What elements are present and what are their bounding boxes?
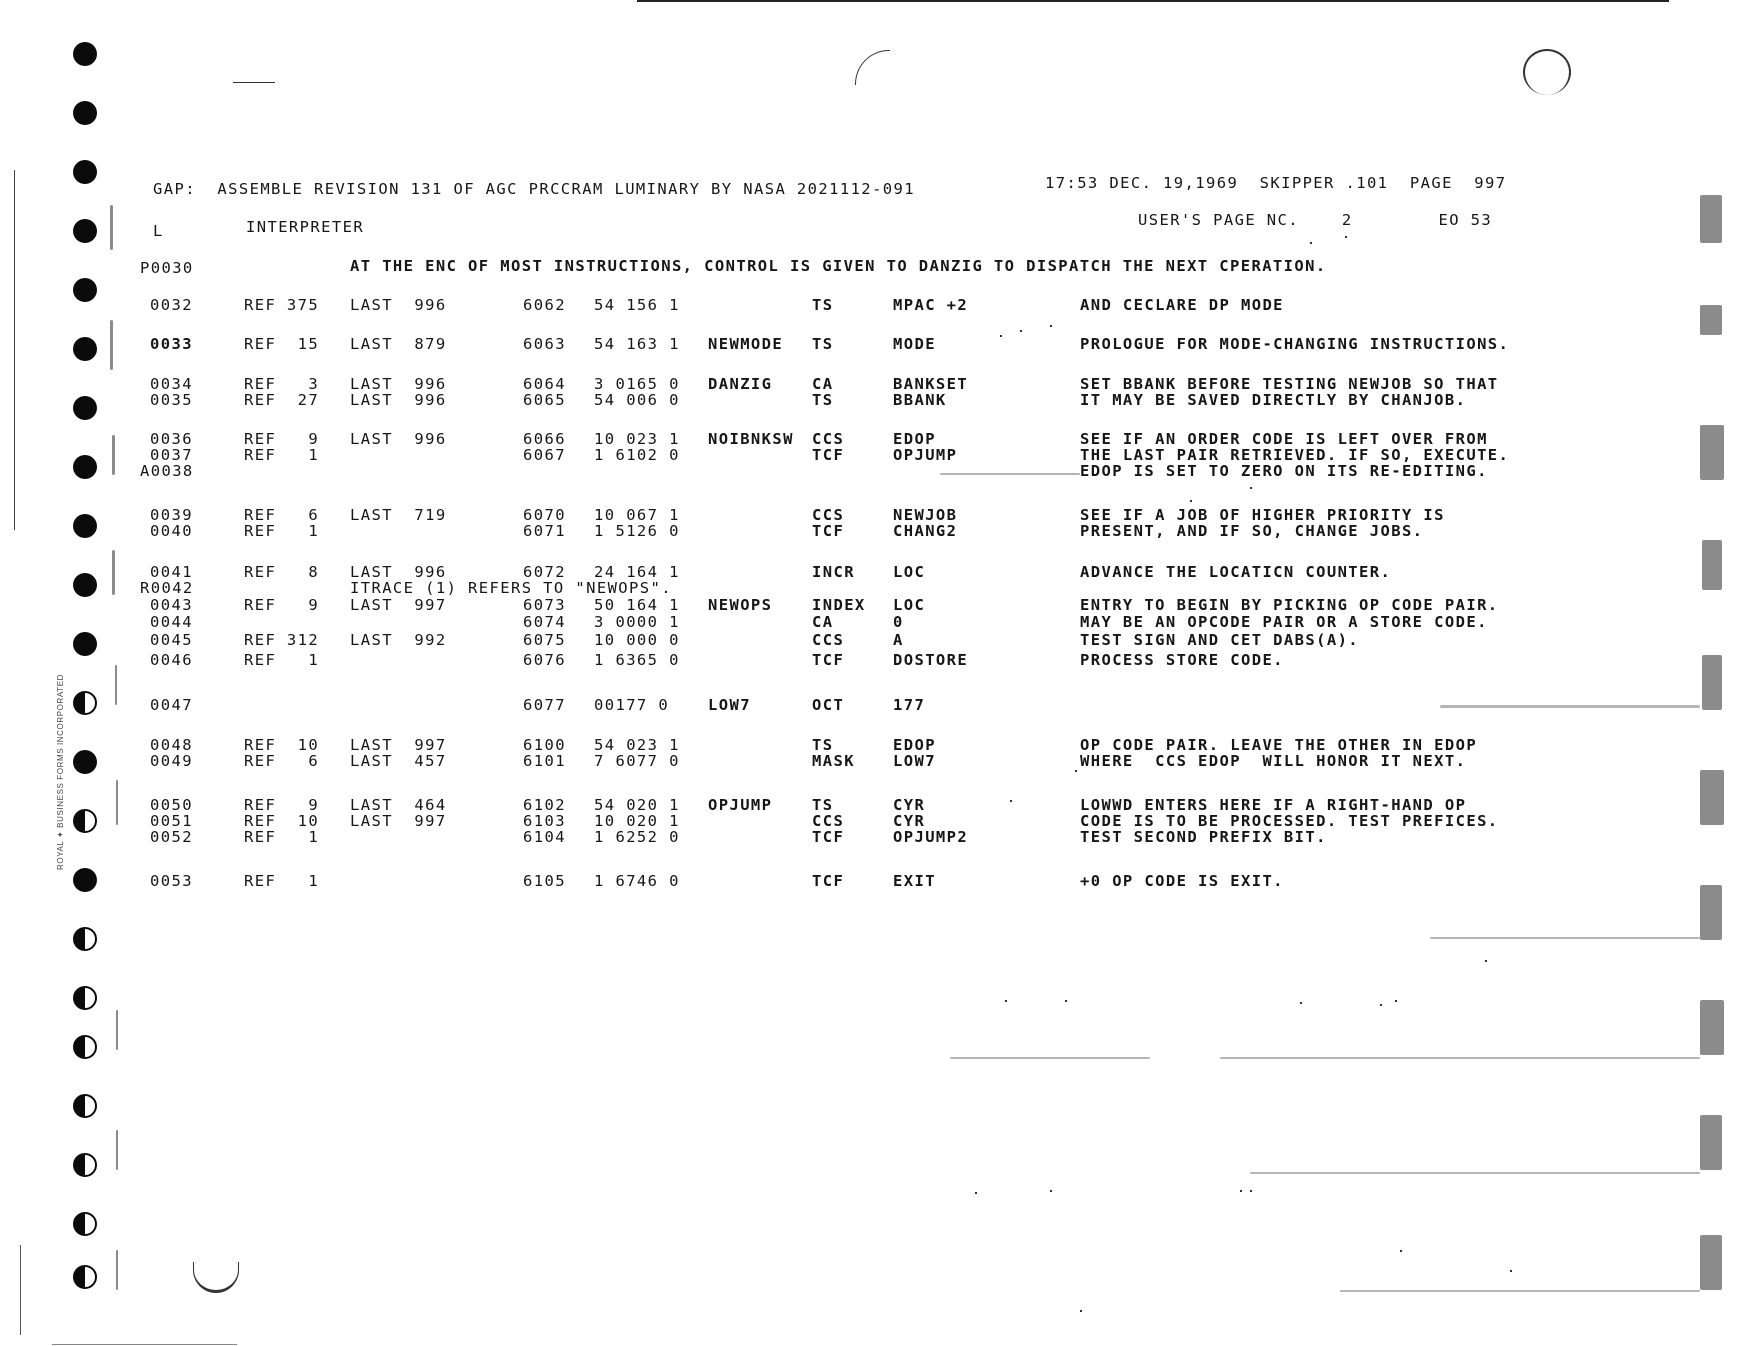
listing-operand: EXIT [893,872,936,890]
feed-hole [73,691,97,715]
listing-op: CCS [812,631,845,649]
margin-bracket-mark [116,1010,118,1050]
feed-hole [73,337,97,361]
listing-code: 1 6252 0 [594,828,680,846]
listing-seq: 0047 [150,696,193,714]
listing-addr: 6102 [523,796,566,814]
feed-hole [73,1212,97,1236]
user-page-number: USER'S PAGE NC. 2 EO 53 [1138,211,1493,229]
listing-code: 3 0000 1 [594,613,680,631]
listing-last: LAST 464 [350,796,447,814]
listing-op: TCF [812,872,845,890]
form-circle-mark [1523,49,1571,95]
scan-speck [1080,1310,1082,1312]
listing-seq: 0048 [150,736,193,754]
listing-seq: 0052 [150,828,193,846]
listing-operand: 0 [893,613,904,631]
listing-addr: 6067 [523,446,566,464]
scan-smudge [1700,1000,1724,1055]
listing-last: ITRACE (1) REFERS TO "NEWOPS". [350,579,672,597]
feed-hole [73,868,97,892]
listing-operand: OPJUMP2 [893,828,969,846]
margin-bracket-mark [116,1130,118,1170]
listing-seq: 0050 [150,796,193,814]
listing-addr: 6077 [523,696,566,714]
scan-speck [1240,1190,1242,1192]
margin-bracket-mark [116,1250,118,1290]
scan-smudge [1700,305,1722,335]
listing-code: 10 067 1 [594,506,680,524]
listing-comment: AT THE ENC OF MOST INSTRUCTIONS, CONTROL IS GIVEN TO DANZIG TO DISPATCH THE NEXT CPERATION. [350,257,1327,275]
listing-code: 50 164 1 [594,596,680,614]
feed-hole [73,455,97,479]
listing-seq: 0051 [150,812,193,830]
listing-comment: ADVANCE THE LOCATICN COUNTER. [1080,563,1392,581]
listing-op: TCF [812,828,845,846]
scan-streak [940,473,1080,475]
listing-last: LAST 996 [350,430,447,448]
listing-code: 3 0165 0 [594,375,680,393]
feed-hole [73,927,97,951]
listing-op: TCF [812,651,845,669]
feed-hole [73,1153,97,1177]
listing-ref: REF 10 [244,736,320,754]
listing-last: LAST 879 [350,335,447,353]
header-date-page: 17:53 DEC. 19,1969 SKIPPER .101 PAGE 997 [1045,174,1507,192]
scan-smudge [1700,195,1722,243]
listing-op: TS [812,796,834,814]
margin-bracket-mark [110,205,113,250]
listing-comment: PRESENT, AND IF SO, CHANGE JOBS. [1080,522,1424,540]
listing-ref: REF 15 [244,335,320,353]
scan-speck [1000,335,1002,337]
feed-hole [73,1035,97,1059]
listing-comment: SEE IF A JOB OF HIGHER PRIORITY IS [1080,506,1445,524]
listing-seq: 0043 [150,596,193,614]
listing-label: OPJUMP [708,796,773,814]
listing-label: NOIBNKSW [708,430,794,448]
listing-code: 54 163 1 [594,335,680,353]
listing-last: LAST 996 [350,375,447,393]
scan-speck [1485,960,1487,962]
listing-code: 54 020 1 [594,796,680,814]
listing-op: TS [812,391,834,409]
form-top-rule [637,0,1669,2]
listing-seq: P0030 [140,259,194,277]
listing-addr: 6065 [523,391,566,409]
listing-operand: CYR [893,796,926,814]
listing-addr: 6101 [523,752,566,770]
listing-ref: REF 27 [244,391,320,409]
listing-operand: MPAC +2 [893,296,969,314]
scan-smudge [1700,425,1724,480]
listing-addr: 6105 [523,872,566,890]
listing-label: LOW7 [708,696,751,714]
listing-last: LAST 997 [350,596,447,614]
listing-code: 1 6102 0 [594,446,680,464]
listing-seq: 0041 [150,563,193,581]
feed-hole [73,278,97,302]
listing-comment: CODE IS TO BE PROCESSED. TEST PREFICES. [1080,812,1499,830]
scan-smudge [1700,770,1724,825]
listing-ref: REF 9 [244,596,320,614]
listing-ref: REF 3 [244,375,320,393]
listing-addr: 6064 [523,375,566,393]
scan-speck [1075,770,1077,772]
listing-comment: EDOP IS SET TO ZERO ON ITS RE-EDITING. [1080,462,1488,480]
listing-operand: LOW7 [893,752,936,770]
listing-op: CA [812,375,834,393]
feed-hole [73,809,97,833]
listing-addr: 6100 [523,736,566,754]
listing-operand: BBANK [893,391,947,409]
listing-ref: REF 1 [244,828,320,846]
listing-code: 10 023 1 [594,430,680,448]
listing-ref: REF 8 [244,563,320,581]
listing-op: TCF [812,446,845,464]
listing-seq: 0034 [150,375,193,393]
listing-code: 54 006 0 [594,391,680,409]
listing-operand: MODE [893,335,936,353]
scan-speck [1250,487,1252,489]
listing-seq: 0033 [150,335,193,353]
listing-operand: EDOP [893,430,936,448]
form-left-rule [14,170,15,530]
scan-speck [1400,1250,1402,1252]
listing-last: LAST 996 [350,563,447,581]
listing-operand: CHANG2 [893,522,958,540]
listing-code: 7 6077 0 [594,752,680,770]
listing-seq: 0039 [150,506,193,524]
scan-streak [950,1057,1150,1059]
listing-operand: EDOP [893,736,936,754]
listing-comment: LOWWD ENTERS HERE IF A RIGHT-HAND OP [1080,796,1467,814]
listing-op: TS [812,296,834,314]
scan-speck [1510,1270,1512,1272]
listing-code: 1 6746 0 [594,872,680,890]
header-title-line: GAP: ASSEMBLE REVISION 131 OF AGC PRCCRAM LUMINARY BY NASA 2021112-091 [153,180,915,198]
scan-speck [1190,500,1192,502]
listing-code: 54 023 1 [594,736,680,754]
scan-streak [1250,1172,1700,1174]
listing-seq: 0053 [150,872,193,890]
listing-ref: REF 1 [244,651,320,669]
listing-op: CCS [812,812,845,830]
listing-operand: DOSTORE [893,651,969,669]
listing-comment: WHERE CCS EDOP WILL HONOR IT NEXT. [1080,752,1467,770]
listing-operand: LOC [893,596,926,614]
listing-label: DANZIG [708,375,773,393]
listing-ref: REF 375 [244,296,320,314]
listing-addr: 6104 [523,828,566,846]
listing-last: LAST 997 [350,736,447,754]
listing-comment: THE LAST PAIR RETRIEVED. IF SO, EXECUTE. [1080,446,1510,464]
margin-bracket-mark [112,550,115,595]
listing-label: NEWMODE [708,335,784,353]
listing-operand: BANKSET [893,375,969,393]
feed-hole [73,1265,97,1289]
form-arc-mark [855,50,890,85]
scan-smudge [1702,540,1722,590]
feed-hole [73,986,97,1010]
listing-addr: 6066 [523,430,566,448]
scan-speck [1010,800,1012,802]
feed-hole [73,573,97,597]
feed-hole [73,101,97,125]
listing-comment: SEE IF AN ORDER CODE IS LEFT OVER FROM [1080,430,1488,448]
listing-addr: 6072 [523,563,566,581]
margin-bracket-mark [116,780,118,825]
listing-code: 10 020 1 [594,812,680,830]
scan-streak [1440,705,1700,708]
listing-ref: REF 6 [244,752,320,770]
listing-ref: REF 9 [244,430,320,448]
listing-seq: 0036 [150,430,193,448]
listing-op: TS [812,335,834,353]
listing-seq: 0032 [150,296,193,314]
listing-last: LAST 996 [350,296,447,314]
margin-bracket-mark [110,320,113,370]
listing-ref: REF 10 [244,812,320,830]
listing-op: OCT [812,696,845,714]
listing-comment: ENTRY TO BEGIN BY PICKING OP CODE PAIR. [1080,596,1499,614]
scan-smudge [1700,1235,1722,1290]
scan-smudge [1700,1115,1722,1170]
form-bottom-rule [52,1344,237,1345]
scan-speck [1065,1000,1067,1002]
feed-hole [73,219,97,243]
listing-code: 10 000 0 [594,631,680,649]
listing-operand: 177 [893,696,926,714]
listing-op: TCF [812,522,845,540]
listing-comment: PROLOGUE FOR MODE-CHANGING INSTRUCTIONS. [1080,335,1510,353]
listing-comment: TEST SIGN AND CET DABS(A). [1080,631,1360,649]
listing-op: CA [812,613,834,631]
scan-speck [1345,236,1347,238]
scan-smudge [1702,655,1722,710]
scan-speck [1250,1190,1252,1192]
listing-seq: 0049 [150,752,193,770]
listing-comment: +0 OP CODE IS EXIT. [1080,872,1284,890]
listing-comment: IT MAY BE SAVED DIRECTLY BY CHANJOB. [1080,391,1467,409]
listing-ref: REF 6 [244,506,320,524]
listing-addr: 6075 [523,631,566,649]
listing-operand: LOC [893,563,926,581]
scan-speck [1005,1000,1007,1002]
scan-speck [1310,242,1312,244]
scan-speck [1050,1190,1052,1192]
section-title: INTERPRETER [246,218,365,236]
listing-comment: TEST SECOND PREFIX BIT. [1080,828,1327,846]
listing-op: CCS [812,506,845,524]
listing-last: LAST 997 [350,812,447,830]
scan-speck [1050,325,1052,327]
listing-op: MASK [812,752,855,770]
listing-addr: 6071 [523,522,566,540]
listing-addr: 6070 [523,506,566,524]
listing-op: INCR [812,563,855,581]
feed-hole [73,1094,97,1118]
listing-addr: 6063 [523,335,566,353]
listing-ref: REF 9 [244,796,320,814]
listing-comment: MAY BE AN OPCODE PAIR OR A STORE CODE. [1080,613,1488,631]
listing-ref: REF 1 [244,872,320,890]
form-dash-mark [233,82,275,83]
listing-label: NEWOPS [708,596,773,614]
listing-seq: 0037 [150,446,193,464]
listing-ref: REF 312 [244,631,320,649]
listing-addr: 6062 [523,296,566,314]
listing-last: LAST 457 [350,752,447,770]
listing-op: INDEX [812,596,866,614]
listing-seq: 0044 [150,613,193,631]
scan-speck [975,1192,977,1194]
scan-speck [1020,330,1022,332]
listing-comment: AND CECLARE DP MODE [1080,296,1284,314]
listing-operand: NEWJOB [893,506,958,524]
listing-code: 1 5126 0 [594,522,680,540]
listing-op: CCS [812,430,845,448]
listing-seq: 0045 [150,631,193,649]
margin-bracket-mark [112,435,115,475]
feed-hole [73,396,97,420]
feed-hole [73,750,97,774]
margin-imprint: ROYAL ✦ BUSINESS FORMS INCORPORATED [56,673,65,870]
listing-addr: 6076 [523,651,566,669]
listing-seq: R0042 [140,579,194,597]
listing-comment: PROCESS STORE CODE. [1080,651,1284,669]
form-cup-mark [193,1262,239,1293]
scan-smudge [1700,885,1722,940]
listing-code: 24 164 1 [594,563,680,581]
listing-seq: A0038 [140,462,194,480]
scan-speck [1395,1000,1397,1002]
listing-operand: OPJUMP [893,446,958,464]
scan-speck [1300,1002,1302,1004]
listing-code: 00177 0 [594,696,670,714]
scan-streak [1220,1057,1700,1059]
listing-seq: 0035 [150,391,193,409]
listing-addr: 6073 [523,596,566,614]
margin-bracket-mark [115,665,117,705]
listing-comment: OP CODE PAIR. LEAVE THE OTHER IN EDOP [1080,736,1478,754]
listing-operand: CYR [893,812,926,830]
form-left-rule-lower [20,1245,21,1335]
listing-operand: A [893,631,904,649]
listing-code: 1 6365 0 [594,651,680,669]
listing-seq: 0046 [150,651,193,669]
header-mark: L [153,222,164,240]
listing-last: LAST 992 [350,631,447,649]
listing-code: 54 156 1 [594,296,680,314]
listing-comment: SET BBANK BEFORE TESTING NEWJOB SO THAT [1080,375,1499,393]
scan-streak [1340,1290,1700,1292]
scan-streak [1430,937,1700,939]
listing-ref: REF 1 [244,522,320,540]
listing-addr: 6074 [523,613,566,631]
listing-ref: REF 1 [244,446,320,464]
listing-last: LAST 996 [350,391,447,409]
feed-hole [73,514,97,538]
feed-hole [73,632,97,656]
listing-last: LAST 719 [350,506,447,524]
listing-seq: 0040 [150,522,193,540]
feed-hole [73,160,97,184]
listing-op: TS [812,736,834,754]
listing-addr: 6103 [523,812,566,830]
feed-hole [73,42,97,66]
scan-speck [1380,1004,1382,1006]
